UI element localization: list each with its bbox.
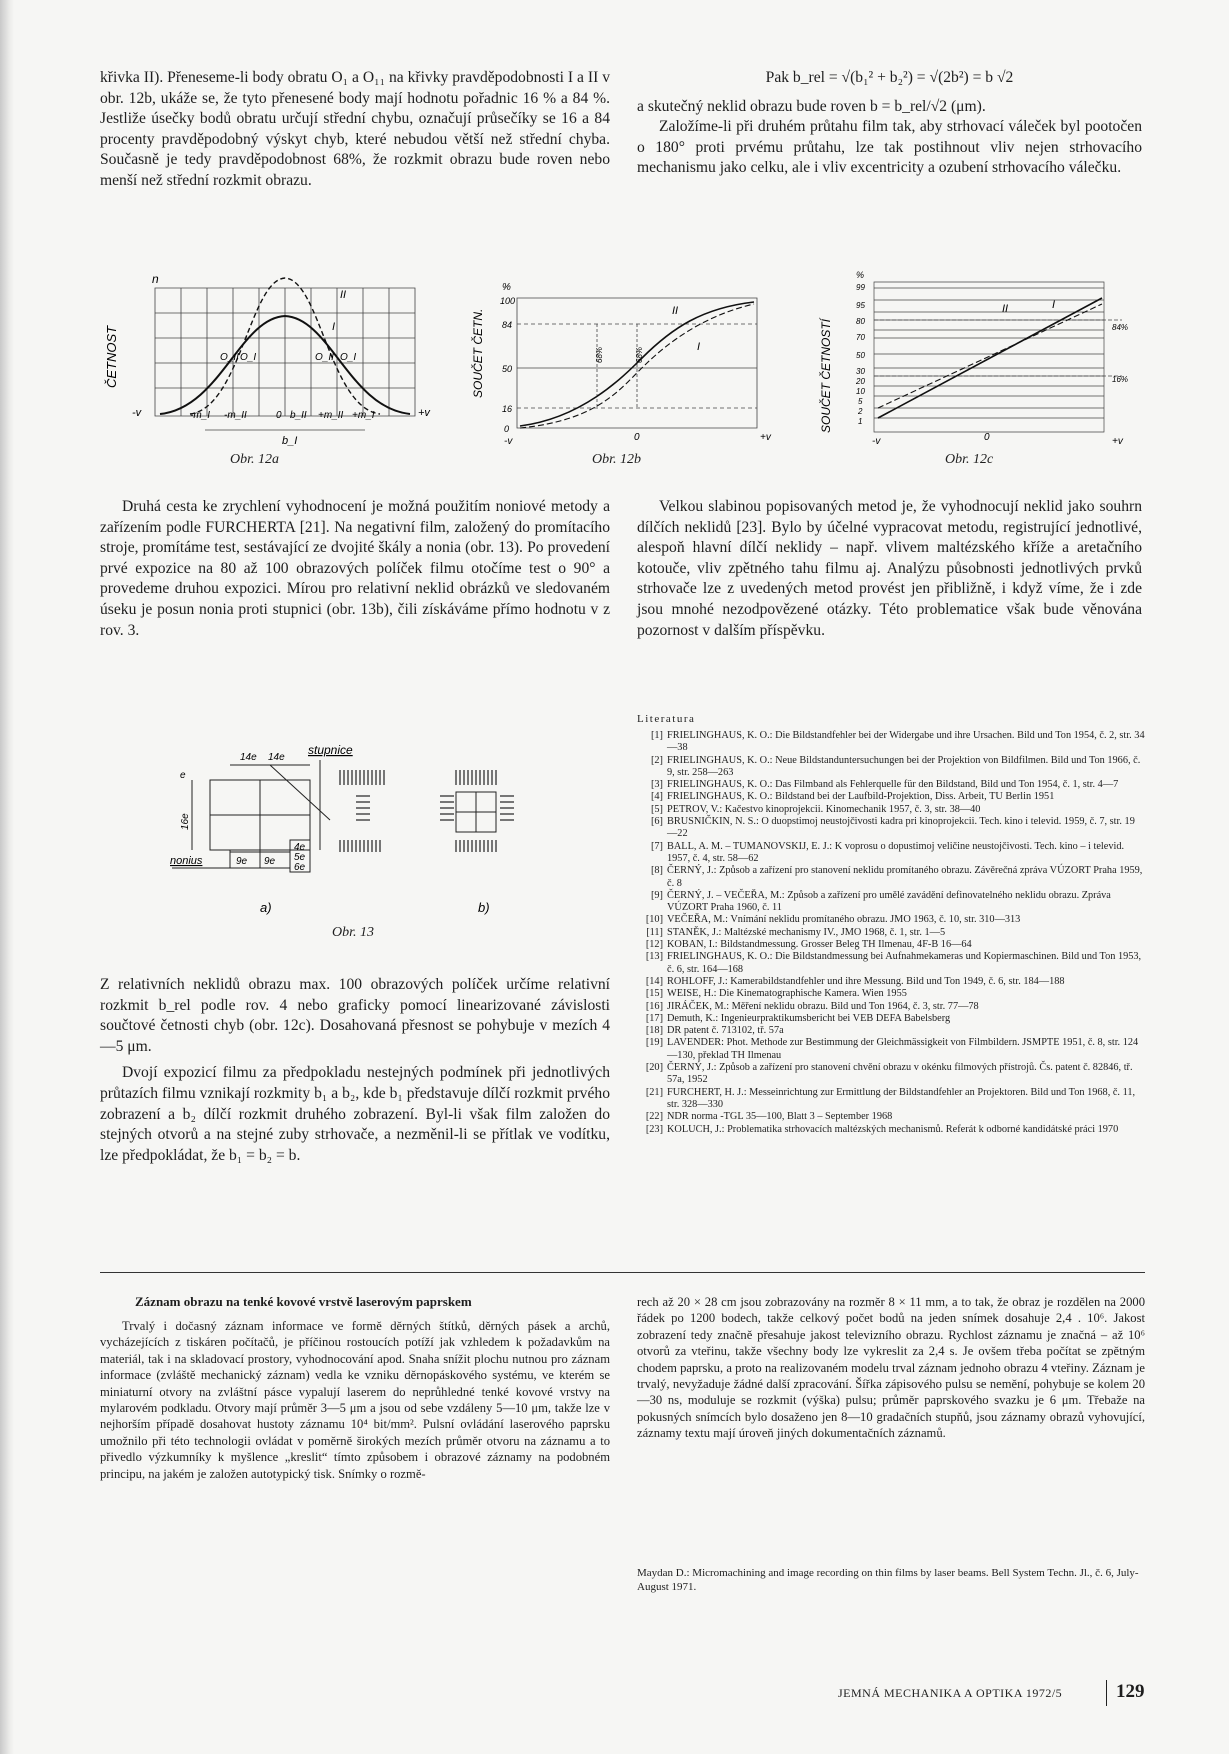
fig12b-vertical-label: 68% bbox=[635, 346, 644, 363]
reference-item: [4] FRIELINGHAUS, K. O.: Bildstand bei der Laufbild-Projektion, Diss. Arbeit, TU Berlin 1951 bbox=[650, 791, 1055, 803]
fig12c-curve-label: I bbox=[1052, 299, 1056, 311]
figure-12c-caption: Obr. 12c bbox=[945, 452, 994, 467]
figure-12b bbox=[462, 268, 782, 448]
reference-item: [11] STANĚK, J.: Maltézské mechanismy IV., JMO 1968, č. 1, str. 1—5 bbox=[646, 926, 946, 938]
fig12c-ytick: 10 bbox=[856, 387, 865, 396]
fig12a-axis-label: -m_I bbox=[190, 410, 210, 421]
source-note: Maydan D.: Micromachining and image recording on thin films by laser beams. Bell System Techn. Jl., č. 6, July-August 1971. bbox=[637, 1567, 1139, 1593]
scan-edge-shadow bbox=[0, 0, 14, 1754]
footer-divider bbox=[1106, 1680, 1107, 1706]
fig12b-ytick: 16 bbox=[502, 404, 513, 414]
fig12c-xtick: 0 bbox=[984, 432, 990, 443]
fig12c-ytick: 20 bbox=[856, 377, 865, 386]
paragraph: rech až 20 × 28 cm jsou zobrazovány na rozměr 8 × 11 mm, a to tak, že obraz je rozdělen na 2000 řádek po 1200 bodech, takže celkový počet bodů na jeden snímek dosahuje 2,4 . 10⁶. Jakost zobrazení tedy značně přesahuje jakost televizního obrazu. Rychlost záznamu je značná – až 10⁶ otvorů za vteřinu, takže všechny body lze vykreslit za 2,4 s. Je ovšem třeba počítat se zpětným chodem paprsku, a proto na realizovaném modelu trval záznam jednoho obrazu 4 vteřiny. Záznam je trvalý, nevyžaduje žádné další zpracování. Šířka zápisového pulsu se nemění, pohybuje se kolem 20—30 ns, moduluje se rozkmit (výška) pulsu; průměr paprskového svazku je 6 μm. Třebaže na pokusných snímcích bylo dosaženo jen 8—10 gradačních stupňů, jsou záznamy obrazů vyhovující, záznamy textu mají úroveň jiných dokumentačních záznamů. bbox=[637, 1295, 1145, 1441]
paragraph: a skutečný neklid obrazu bude roven b = b_rel/√2 (μm). bbox=[637, 97, 986, 115]
fig12c-ytick: 99 bbox=[856, 283, 865, 292]
fig12a-point-label: O_II bbox=[220, 352, 239, 363]
section-left-text bbox=[100, 1318, 610, 1482]
fig13-label: 16e bbox=[180, 813, 191, 830]
fig12b-vertical-label: 68% bbox=[595, 346, 604, 363]
reference-item: [2] FRIELINGHAUS, K. O.: Neue Bildstanduntersuchungen bei der Projektion von Bildfilmen. Bild und Ton 1966, č. 9, str. 258—263 bbox=[650, 754, 1141, 778]
reference-item: [14] ROHLOFF, J.: Kamerabildstandfehler und ihre Messung. Bild und Ton 1949, č. 6, str. 184—188 bbox=[645, 975, 1065, 987]
fig12a-curve-label: I bbox=[332, 321, 336, 333]
fig13-label: stupnice bbox=[308, 743, 353, 757]
reference-item: [5] PETROV, V.: Kačestvo kinoprojekcii. Kinomechanik 1957, č. 3, str. 38—40 bbox=[650, 803, 981, 815]
right-column-mid-text bbox=[637, 497, 1142, 641]
fig12c-ytick: % bbox=[856, 270, 865, 280]
reference-item: [3] FRIELINGHAUS, K. O.: Das Filmband als Fehlerquelle für den Bildstand, Bild und Ton 1954, č. 1, str. 4—7 bbox=[650, 779, 1119, 791]
reference-item: [22] NDR norma -TGL 35—100, Blatt 3 – September 1968 bbox=[645, 1111, 893, 1123]
reference-item: [12] KOBAN, I.: Bildstandmessung. Grosser Beleg TH Ilmenau, 4F-B 16—64 bbox=[645, 939, 972, 951]
paragraph: Druhá cesta ke zrychlení vyhodnocení je možná použitím noniové metody a zařízením podle FURCHERTA [21]. Na negativní film, založený do promítacího stroje, promítáme test, sestávající ze dvojité škály a nonia (obr. 13). Po provedení prvé expozice na 80 až 100 obrazových políček filmu otočíme test o 90° a provedeme druhou expozici. Mírou pro relativní neklid obrázků ve sledovaném úseku je posun nonia proti stupnici (obr. 13b), čili získáváme přímo hodnotu v z rov. 3. bbox=[100, 498, 610, 639]
fig12b-ytick: 0 bbox=[504, 424, 510, 434]
fig12c-ytick: 2 bbox=[858, 407, 863, 416]
reference-item: [6] BRUSNIČKIN, N. S.: O duopstimoj neustojčivosti kadra pri kinoprojekcii. Tech. kino i televid. 1959, č. 7, str. 19—22 bbox=[650, 816, 1135, 840]
paragraph: Založíme-li při druhém průtahu film tak, aby strhovací váleček byl pootočen o 180° proti prvému průtahu, lze tak postihnout vliv nejen strhovacího mechanismu jako celku, ale i vliv excentricity a ozubení strhovacího válečku. bbox=[637, 118, 1142, 177]
fig12c-right-label: 84% bbox=[1112, 323, 1129, 332]
fig12b-ytick: 100 bbox=[500, 296, 516, 306]
reference-item: [23] KOLUCH, J.: Problematika strhovacích maltézských mechanismů. Referát k odborné kandidátské práci 1970 bbox=[645, 1123, 1119, 1135]
fig12c-ytick: 30 bbox=[856, 367, 865, 376]
figure-12a-caption: Obr. 12a bbox=[230, 452, 280, 467]
figure-13-caption: Obr. 13 bbox=[332, 925, 375, 940]
fig13-label: 9e bbox=[236, 856, 248, 867]
reference-item: [8] ČERNÝ, J.: Způsob a zařízení pro stanovení neklidu promítaného obrazu. Závěrečná zpráva VÚZORT Praha 1959, č. 8 bbox=[650, 865, 1143, 889]
reference-item: [7] BALL, A. M. – TUMANOVSKIJ, E. J.: K voprosu o dopustimoj veličine neustojčivosti. Tech. kino – i televid. 1957, č. 4, str. 58—62 bbox=[650, 840, 1125, 864]
reference-item: [15] WEISE, H.: Die Kinematographische Kamera. Wien 1955 bbox=[645, 988, 907, 1000]
fig12c-ylabel: SOUČET ČETNOSTÍ bbox=[819, 318, 833, 433]
paragraph: Velkou slabinou popisovaných metod je, že vyhodnocují neklid jako souhrn dílčích neklidů [23]. Bylo by účelné vypracovat metodu, registrující jednotlivé, alespoň hlavní dílčí neklidy – např. vlivem maltézského kříže a aretačního kotouče, vliv zpětného tahu filmu aj. Analýzu působnosti jednotlivých prvků strhovače lze z uvedených metod provést jen přibližně, i když víme, že i zde jsou mnohé nezodpovězené otázky. Této problematice však bude věnována pozornost v dalším příspěvku. bbox=[637, 498, 1142, 639]
section-right-text bbox=[637, 1294, 1145, 1442]
paragraph: Dvojí expozicí filmu za předpokladu nestejných podmínek při jednotlivých průtazích filmu vznikají rozkmity b₁ a b₂, kde b₁ představuje dílčí rozkmit prvého zobrazení a b₂ dílčí rozkmit druhého zobrazení. Byl-li však film založen do stejných otvorů a na stejné zuby strhovače, a nezměnil-li se přítlak ve vodítku, lze předpokládat, že b₁ = b₂ = b. bbox=[100, 1064, 610, 1164]
fig12a-ylabel: ČETNOST bbox=[104, 325, 119, 388]
fig13-label: 14e bbox=[240, 752, 257, 763]
section-title: Záznam obrazu na tenké kovové vrstvě laserovým paprskem bbox=[135, 1294, 472, 1309]
fig12a-axis-label: -v bbox=[132, 407, 142, 419]
paragraph: křivka II). Přeneseme-li body obratu O₁ a O₁₁ na křivky pravděpodobnosti I a II v obr. 12b, ukáže se, že tyto přenesené body mají hodnotu pořadnic 16 % a 84 %. Jestliže úsečky bodů obratu určují střední chybu, označují průsečíky se 16 a 84 procenty pravděpodobný výskyt chyb, které nebudou větší než střední chyba. Současně je tedy pravděpodobnost 68%, že rozkmit obrazu bude roven nebo menší než střední rozkmit obrazu. bbox=[100, 69, 610, 189]
fig12a-axis-label: +m_II bbox=[318, 410, 344, 421]
formula: Pak b_rel = √(b₁² + b₂²) = √(2b²) = b √2 bbox=[765, 69, 1014, 86]
fig12c-right-label: 16% bbox=[1112, 375, 1129, 384]
fig13-label: 4e bbox=[294, 842, 306, 853]
fig12c-ytick: 70 bbox=[856, 333, 865, 342]
reference-item: [9] ČERNÝ, J. – VEČEŘA, M.: Způsob a zařízení pro umělé zavádění definovatelného neklidu obrazu. Zpráva VÚZORT Praha 1960, č. 11 bbox=[650, 889, 1111, 914]
reference-item: [17] Demuth, K.: Ingenieurpraktikumsbericht bei VEB DEFA Babelsberg bbox=[645, 1012, 951, 1024]
fig12b-xtick: -v bbox=[504, 436, 513, 447]
fig12b-xtick: +v bbox=[760, 432, 771, 443]
fig12c-xtick: +v bbox=[1112, 436, 1123, 447]
reference-item: [21] FURCHERT, H. J.: Messeinrichtung zur Ermittlung der Bildstandfehler an Projektoren. Bild und Ton 1968, č. 11, str. 328—330 bbox=[645, 1086, 1136, 1110]
fig12b-ytick: 50 bbox=[502, 364, 513, 374]
fig13-label: 14e bbox=[268, 752, 285, 763]
fig13-sublabel: b) bbox=[478, 900, 490, 915]
references-list bbox=[637, 730, 1145, 1136]
reference-item: [10] VEČEŘA, M.: Vnímání neklidu promítaného obrazu. JMO 1963, č. 10, str. 310—313 bbox=[645, 914, 1021, 926]
fig12c-xtick: -v bbox=[872, 436, 881, 447]
reference-item: [13] FRIELINGHAUS, K. O.: Die Bildstandmessung bei Aufnahmekameras und Kopiermaschinen. Bild und Ton 1953, č. 6, str. 164—168 bbox=[645, 951, 1142, 975]
right-column-top-text bbox=[637, 68, 1142, 179]
fig12a-axis-label: +m_I bbox=[352, 410, 375, 421]
reference-item: [16] JIRÁČEK, M.: Měření neklidu obrazu. Bild und Ton 1964, č. 3, str. 77—78 bbox=[645, 1000, 979, 1012]
left-column-top-text bbox=[100, 68, 610, 192]
paragraph: Z relativních neklidů obrazu max. 100 obrazových políček určíme relativní rozkmit b_rel podle rov. 4 nebo graficky pomocí linearizované závislosti součtové četnosti chyb (obr. 12c). Dosahovaná přesnost se pohybuje v mezích 4—5 μm. bbox=[100, 976, 610, 1055]
literature-title: Literatura bbox=[637, 713, 696, 725]
fig12b-curve-label: I bbox=[697, 341, 701, 353]
left-column-bottom-text bbox=[100, 975, 610, 1166]
fig12a-width-label: b_I bbox=[282, 435, 298, 447]
reference-item: [19] LAVENDER: Phot. Methode zur Bestimmung der Gleichmässigkeit von Filmbildern. JSMPTE 1951, č. 8, str. 124—130, překlad TH Ilmenau bbox=[645, 1037, 1139, 1061]
fig12b-ytick: 84 bbox=[502, 320, 513, 330]
figure-12a bbox=[100, 268, 440, 448]
fig13-label: 9e bbox=[264, 856, 276, 867]
left-column-mid-text bbox=[100, 497, 610, 641]
fig12b-ylabel: SOUČET ČETN. bbox=[471, 308, 485, 398]
fig12c-ytick: 80 bbox=[856, 317, 865, 326]
figure-12c bbox=[812, 268, 1142, 448]
section-separator bbox=[100, 1272, 1145, 1273]
paragraph: Trvalý i dočasný záznam informace ve formě děrných štítků, děrných pásek a archů, vycházejících z tiskáren počítačů, je příčinou rostoucích potíží jak vzhledem k požadavkům na materiál, tak i na skladovací prostory, vyhodnocování apod. Snaha snížit plochu nutnou pro záznam informace (zvláště mechanický záznam) vedla ke vzniku děrnopáskového systému, ve kterém se miniaturní otvory na zvláštní pásce vypalují laserem do neprůhledné tenké kovové vrstvy na mylarovém podkladu. Otvory mají průměr 3—5 μm a jsou od sebe vzdáleny 5—10 μm, takže lze v nejhorším případě dosahovat hustoty záznamu 10⁴ bit/mm². Pulsní ovládání laserového paprsku umožnilo při této technologii ovládat v poměrně širokých mezích průměr otvoru na záznamu a to přivedlo výzkumníky k myšlence „kreslit“ tímto způsobem i obrazové záznamy na podobném principu, na jakém je založen autotypický tisk. Snímky o rozmě- bbox=[100, 1319, 610, 1481]
footer-journal: JEMNÁ MECHANIKA A OPTIKA 1972/5 bbox=[838, 1686, 1063, 1700]
fig12a-top-label: n bbox=[152, 272, 159, 286]
fig12c-curve-label: II bbox=[1002, 303, 1009, 315]
fig12c-ytick: 1 bbox=[858, 417, 863, 426]
fig13-label: 5e bbox=[294, 852, 306, 863]
fig13-sublabel: a) bbox=[260, 900, 272, 915]
figure-13 bbox=[160, 740, 560, 920]
fig12a-axis-label: 0 bbox=[276, 410, 282, 421]
fig12a-axis-label: -m_II bbox=[224, 410, 247, 421]
figure-12b-caption: Obr. 12b bbox=[592, 452, 642, 467]
fig12b-ytick: % bbox=[502, 282, 511, 293]
fig12c-ytick: 95 bbox=[856, 301, 865, 310]
fig13-label: e bbox=[180, 770, 186, 781]
fig12b-xtick: 0 bbox=[634, 432, 640, 443]
fig12b-curve-label: II bbox=[672, 305, 679, 317]
fig12a-point-label: O_I bbox=[240, 352, 257, 363]
fig12a-point-label: O_I bbox=[340, 352, 357, 363]
reference-item: [18] DR patent č. 713102, tř. 57a bbox=[645, 1025, 784, 1037]
fig12c-ytick: 50 bbox=[856, 351, 865, 360]
reference-item: [1] FRIELINGHAUS, K. O.: Die Bildstandfehler bei der Widergabe und ihre Ursachen. Bild und Ton 1954, č. 2, str. 34—38 bbox=[650, 730, 1145, 754]
fig13-label: 6e bbox=[294, 862, 306, 873]
fig12a-axis-label: +v bbox=[418, 407, 430, 419]
fig12a-point-label: O_II bbox=[315, 352, 334, 363]
page-number: 129 bbox=[1116, 1681, 1145, 1702]
fig13-label: nonius bbox=[170, 855, 203, 867]
fig12a-curve-label: II bbox=[340, 289, 347, 301]
fig12c-ytick: 5 bbox=[858, 397, 863, 406]
fig12a-axis-label: b_II bbox=[290, 410, 307, 421]
reference-item: [20] ČERNÝ, J.: Způsob a zařízení pro stanovení chvění obrazu v okénku filmových přístrojů. Čs. patent č. 82846, tř. 57a, 1952 bbox=[645, 1062, 1133, 1086]
